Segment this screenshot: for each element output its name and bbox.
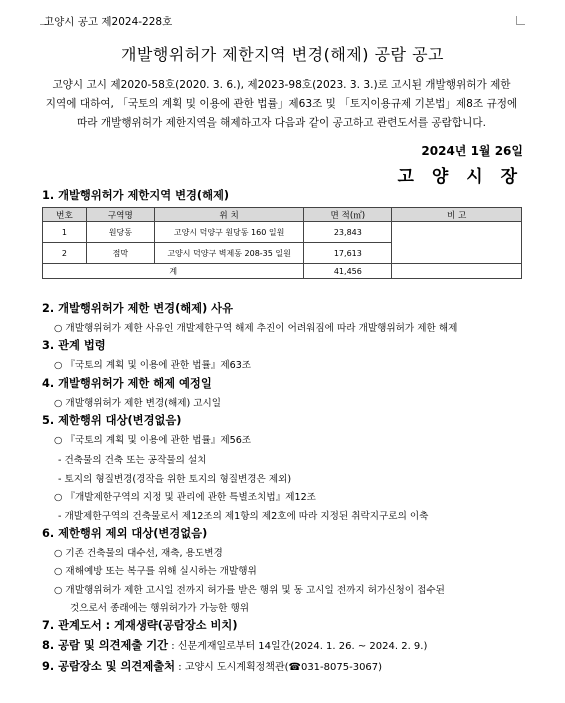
issuer-name: 고 양 시 장 [397, 167, 523, 187]
cell-total-remarks [392, 264, 522, 279]
intro-line: 따라 개발행위허가 제한지역을 해제하고자 다음과 같이 공고하고 관련도서를 공람합니다. [77, 117, 486, 129]
list-item: ○ 기존 건축물의 대수선, 재축, 용도변경 [54, 548, 223, 559]
intro-paragraph [40, 76, 523, 133]
cell-number: 2 [43, 243, 87, 264]
table-total-row [43, 264, 522, 279]
section-8-value: : 신문게재일로부터 14일간(2024. 1. 26. ~ 2024. 2. 9.) [168, 641, 428, 652]
corner-mark-right [516, 16, 525, 25]
notice-number: 고양시 공고 제2024-228호 [44, 16, 173, 28]
col-header-size: 면 적(㎡) [304, 208, 392, 222]
cell-area-name: 원당동 [86, 222, 154, 243]
list-item: ○ 재해예방 또는 복구를 위해 실시하는 개발행위 [54, 566, 257, 577]
col-header-remarks: 비 고 [392, 208, 522, 222]
restriction-area-table [42, 207, 522, 279]
document-title: 개발행위허가 제한지역 변경(해제) 공람 공고 [120, 45, 445, 64]
cell-total-label: 계 [43, 264, 304, 279]
list-item: ○ 『국토의 계획 및 이용에 관한 법률』제63조 [54, 360, 252, 371]
list-item: ○ 개발행위허가 제한 고시일 전까지 허가를 받은 행위 및 동 고시일 전까지 허가신청이 접수된 [54, 585, 445, 596]
section-9-value: : 고양시 도시계획정책관(☎031-8075-3067) [175, 662, 383, 673]
table-row [43, 222, 522, 243]
section-9-label: 9. 공람장소 및 의견제출처 [42, 660, 176, 673]
cell-remarks [392, 222, 522, 264]
list-item: ○ 개발행위허가 제한 변경(해제) 고시일 [54, 398, 222, 409]
section-8-label: 8. 공람 및 의견제출 기간 [42, 639, 169, 652]
cell-location: 고양시 덕양구 원당동 160 일원 [154, 222, 304, 243]
list-item: 것으로서 종래에는 행위허가가 가능한 행위 [70, 603, 250, 614]
intro-line: 지역에 대하여, 「국토의 계획 및 이용에 관한 법률」제63조 및 「토지이용규제 기본법」제8조 규정에 [45, 98, 518, 110]
col-header-area-name: 구역명 [86, 208, 154, 222]
section-6-heading: 6. 제한행위 제외 대상(변경없음) [42, 527, 208, 540]
section-1-heading: 1. 개발행위허가 제한지역 변경(해제) [42, 189, 230, 202]
intro-line: 고양시 고시 제2020-58호(2020. 3. 6.), 제2023-98호(2023. 3. 3.)로 고시된 개발행위허가 제한 [52, 79, 511, 91]
col-header-location: 위 치 [154, 208, 304, 222]
cell-size: 23,843 [304, 222, 392, 243]
section-3-heading: 3. 관계 법령 [42, 339, 106, 352]
section-5-heading: 5. 제한행위 대상(변경없음) [42, 414, 182, 427]
cell-total-value: 41,456 [304, 264, 392, 279]
list-item: ○ 개발행위허가 제한 사유인 개발제한구역 해제 추진이 어려워짐에 따라 개발행위허가 제한 해제 [54, 323, 458, 334]
col-header-number: 번호 [43, 208, 87, 222]
section-7-heading: 7. 관계도서 : 게재생략(공람장소 비치) [42, 619, 238, 632]
section-2-heading: 2. 개발행위허가 제한 변경(해제) 사유 [42, 302, 233, 315]
cell-area-name: 점막 [86, 243, 154, 264]
section-4-heading: 4. 개발행위허가 제한 해제 예정일 [42, 377, 212, 390]
list-item: - 토지의 형질변경(경작을 위한 토지의 형질변경은 제외) [58, 474, 292, 485]
list-item: - 개발제한구역의 건축물로서 제12조의 제1항의 제2호에 따라 지정된 취락지구로의 이축 [58, 511, 429, 522]
list-item: - 건축물의 건축 또는 공작물의 설치 [58, 455, 207, 466]
list-item: ○ 『국토의 계획 및 이용에 관한 법률』제56조 [54, 435, 252, 446]
section-9-heading [42, 658, 382, 674]
cell-location: 고양시 덕양구 벽제동 208-35 일원 [154, 243, 304, 264]
list-item: ○ 『개발제한구역의 지정 및 관리에 관한 특별조치법』제12조 [54, 492, 316, 503]
table-header-row [43, 208, 522, 222]
notice-date: 2024년 1월 26일 [421, 144, 523, 158]
cell-size: 17,613 [304, 243, 392, 264]
cell-number: 1 [43, 222, 87, 243]
section-8-heading [42, 637, 427, 653]
